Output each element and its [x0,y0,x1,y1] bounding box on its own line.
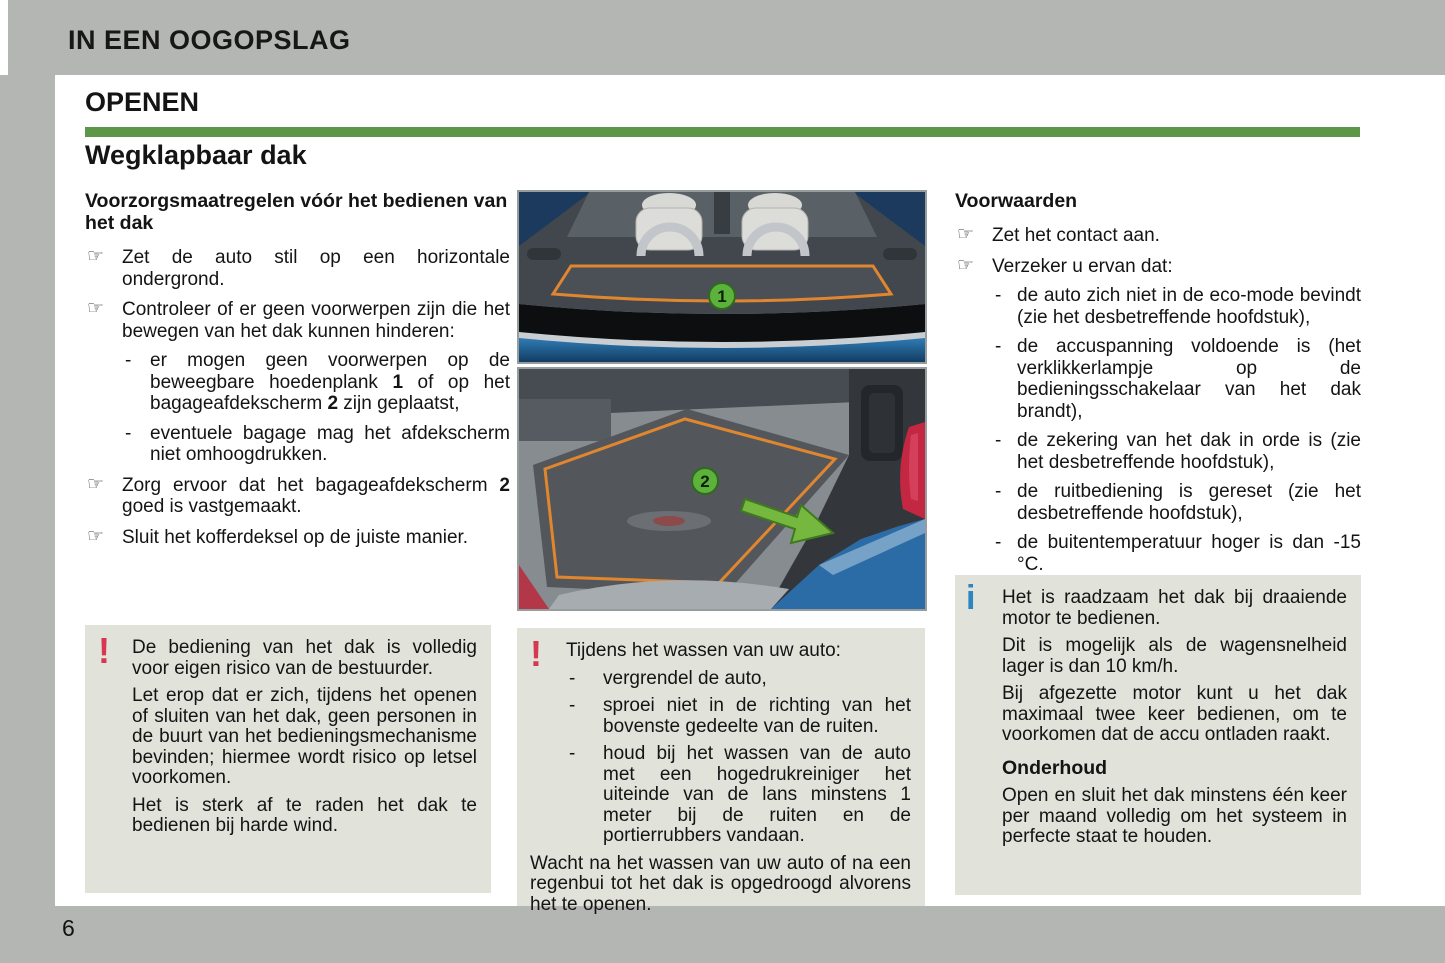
sub-list-item [566,744,911,847]
list-item-text: Zet het contact aan. [992,225,1160,246]
sub-list-item-text [150,350,510,415]
sub-list-item [122,350,510,415]
text-segment: zijn geplaatst, [338,393,460,414]
dash-bullet: - [995,481,1002,502]
left-column [85,190,510,557]
info-box-body [1002,588,1347,848]
warning-icon: ! [98,630,110,671]
pointing-hand-icon: ☞ [87,472,105,495]
photo-parcel-shelf [517,190,927,364]
list-item [955,225,1361,247]
warning-box-body [566,641,911,847]
dash-bullet: - [569,667,576,689]
info-box-roof [955,575,1361,895]
dash-bullet: - [995,532,1002,553]
text-segment: goed is vastgemaakt. [122,496,302,517]
text-segment: Zorg ervoor dat het bagageafdekscherm [122,474,500,496]
sub-list-item [992,481,1361,524]
list-item [85,299,510,466]
list-item [85,472,510,518]
sub-list-item [992,430,1361,473]
luggage-cover-illustration [519,369,925,609]
sub-list-item [566,696,911,737]
paragraph: Dit is mogelijk als de wagensnelheid lager is dan 10 km/h. [1002,635,1347,677]
warning-box-operation [85,625,491,893]
sub-list-item [992,285,1361,328]
list-item [955,253,1361,576]
list-item-text: Verzeker u ervan dat: [992,255,1173,277]
text-segment: er mogen geen voorwerpen op de beweegbare hoedenplank [150,350,510,393]
paragraph: Open en sluit het dak minstens één keer per maand volledig om het systeem in perfecte staat te houden. [1002,785,1347,847]
sub-list [992,285,1361,575]
sub-list-item [566,669,911,690]
sub-list-item [122,423,510,466]
right-column [955,190,1361,584]
paragraph: Wacht na het wassen van uw auto of na een regenbui tot het dak is opgedroogd alvorens het te openen. [530,852,911,915]
parcel-shelf-illustration [519,192,925,362]
list-item-text: Sluit het kofferdeksel op de juiste manier. [122,526,469,548]
sub-list [122,350,510,466]
list-item [85,524,510,549]
dash-bullet: - [995,285,1002,306]
warning-box-body [132,638,477,837]
paragraph: Bij afgezette motor kunt u het dak maximaal twee keer bedienen, om te voorkomen dat de accu ontladen raakt. [1002,683,1347,745]
subsection-title: Wegklapbaar dak [85,140,307,170]
callout-number: 2 [499,474,510,496]
maintenance-heading: Onderhoud [1002,756,1108,779]
sub-list-item-text: houd bij het wassen van de auto met een hogedrukreiniger het uiteinde van de lans minstens 1 meter bij de ruiten en de portierrubbers vandaan. [603,743,911,846]
sub-list-item-text: vergrendel de auto, [603,667,767,689]
sub-list-item-text: sproei niet in de richting van het bovenste gedeelte van de ruiten. [603,695,911,737]
text-segment: of op het bagageafdekscherm [150,371,510,414]
sub-list-item-text: de buitentemperatuur hoger is dan -15 °C. [1017,532,1361,575]
left-margin-strip [0,75,55,963]
chapter-title: IN EEN OOGOPSLAG [68,25,351,55]
paragraph: Het is raadzaam het dak bij draaiende motor te bedienen. [1002,587,1347,629]
sub-list-item-text: de accuspanning voldoende is (het verklikkerlampje op de bedieningsschakelaar van het dak brandt), [1017,336,1361,422]
dash-bullet: - [125,422,132,444]
list-item-text: Controleer of er geen voorwerpen zijn die het bewegen van het dak kunnen hinderen: [122,299,510,342]
badge-1-label: 1 [717,287,727,306]
page-number: 6 [62,915,75,941]
list-item [85,247,510,290]
paragraph: Het is sterk af te raden het dak te bedienen bij harde wind. [132,794,477,836]
list-item-text [122,475,510,518]
callout-number: 2 [327,393,339,414]
pointing-hand-icon: ☞ [957,253,975,276]
badge-2-label: 2 [700,472,710,491]
paragraph: Tijdens het wassen van uw auto: [566,640,841,661]
pointing-hand-icon: ☞ [87,524,105,547]
dash-bullet: - [569,743,576,764]
precautions-heading: Voorzorgsmaatregelen vóór het bedienen van het dak [85,190,508,234]
info-icon: i [966,579,976,617]
sub-list-item [992,336,1361,422]
sub-list-item-text: eventuele bagage mag het afdekscherm niet omhoogdrukken. [150,422,510,465]
figure-trunk-photos [517,190,927,611]
pointing-hand-icon: ☞ [957,223,975,245]
sub-list-item-text: de zekering van het dak in orde is (zie het desbetreffende hoofdstuk), [1017,430,1361,473]
section-title: OPENEN [85,87,200,117]
sub-list-item-text: de ruitbediening is gereset (zie het desbetreffende hoofdstuk), [1017,481,1361,524]
pointing-hand-icon: ☞ [87,245,105,267]
callout-number: 1 [392,371,404,393]
conditions-heading: Voorwaarden [955,190,1078,212]
warning-icon: ! [530,633,542,674]
sub-list-item-text: de auto zich niet in de eco-mode bevindt (zie het desbetreffende hoofdstuk), [1017,285,1361,328]
list-item-text: Zet de auto stil op een horizontale ondergrond. [122,247,510,290]
paragraph: De bediening van het dak is volledig voor eigen risico van de bestuurder. [132,637,477,679]
header-band [8,0,1445,75]
warning-box-washing [517,628,925,915]
pointing-hand-icon: ☞ [87,297,105,319]
dash-bullet: - [995,336,1002,357]
photo-luggage-cover [517,367,927,611]
dash-bullet: - [995,430,1002,451]
green-divider-bar [85,127,1360,137]
dash-bullet: - [569,695,576,716]
paragraph: Let erop dat er zich, tijdens het openen of sluiten van het dak, geen personen in de buurt van het bedieningsmechanisme bevinden; hiermee wordt risico op letsel voorkomen. [132,685,477,788]
dash-bullet: - [125,350,132,371]
sub-list-item [992,532,1361,575]
